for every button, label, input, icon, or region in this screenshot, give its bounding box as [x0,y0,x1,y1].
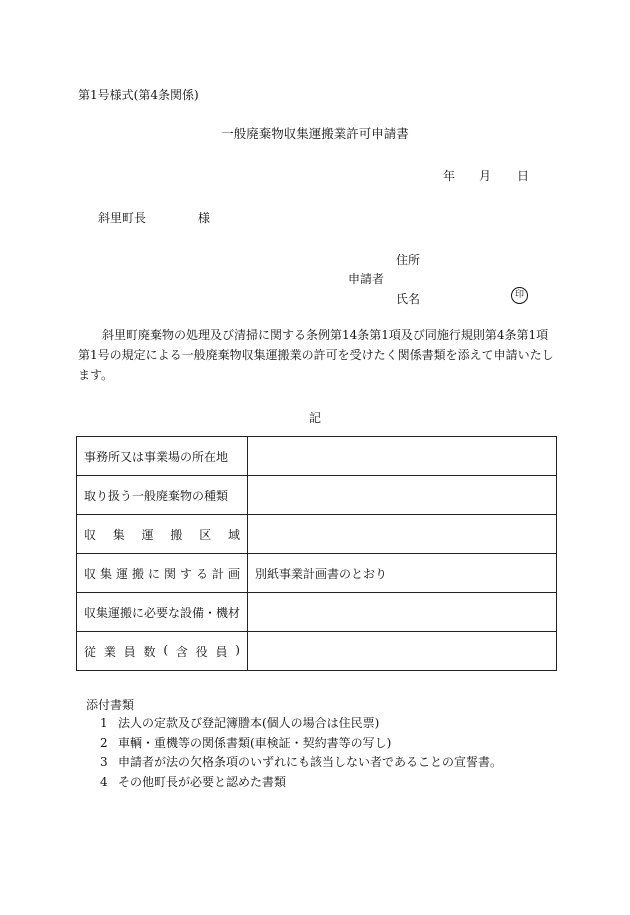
row-label-office-location: 事務所又は事業場の所在地 [77,437,248,476]
list-item: 2 車輌・重機等の関係書類(車検証・契約書等の写し) [100,735,392,750]
row-value-waste-type [248,476,557,515]
row-label-equipment: 収集運搬に必要な設備・機材 [77,593,248,632]
table-row [77,437,557,476]
row-value-office-location [248,437,557,476]
table-row [77,632,557,671]
table-row [77,593,557,632]
form-number: 第1号様式(第4条関係) [78,88,199,102]
table-row [77,554,557,593]
attachments-title: 添付書類 [86,698,135,712]
row-value-collection-area [248,515,557,554]
addressee-honorific: 様 [198,211,211,225]
row-value-collection-plan: 別紙事業計画書のとおり [248,554,557,593]
row-value-equipment [248,593,557,632]
row-label-collection-plan: 収 集 運 搬 に 関 す る 計 画 [84,566,241,581]
table-row [77,515,557,554]
seal-mark: 印 [511,287,528,304]
table-row [77,476,557,515]
row-label-employees: 従 業 員 数 ( 含 役 員 ) [84,642,240,659]
ki-heading: 記 [308,411,321,425]
list-item: 4 その他町長が必要と認めた書類 [100,774,287,789]
application-table [76,436,557,671]
applicant-label: 申請者 [348,272,385,286]
address-label: 住所 [396,253,421,267]
addressee-name: 斜里町長 [98,211,147,225]
date-day: 日 [517,169,530,183]
date-month: 月 [479,169,492,183]
application-body-text: 斜里町廃棄物の処理及び清掃に関する条例第14条第1項及び同施行規則第4条第1項第1号の規定による一般廃棄物収集運搬業の許可を受けたく関係書類を添えて申請いたします。 [78,328,554,382]
row-label-waste-type: 取り扱う一般廃棄物の種類 [77,476,248,515]
row-value-employees [248,632,557,671]
list-item: 3 申請者が法の欠格条項のいずれにも該当しない者であることの宣誓書。 [100,755,503,769]
name-label: 氏名 [396,292,421,306]
list-item: 1 法人の定款及び登記簿謄本(個人の場合は住民票) [100,716,380,730]
attachments-list [100,714,502,792]
date-year: 年 [443,169,456,183]
addressee [98,209,210,226]
row-label-collection-area: 収 集 運 搬 区 域 [84,527,240,542]
date-line [443,167,529,184]
document-title: 一般廃棄物収集運搬業許可申請書 [221,126,409,141]
